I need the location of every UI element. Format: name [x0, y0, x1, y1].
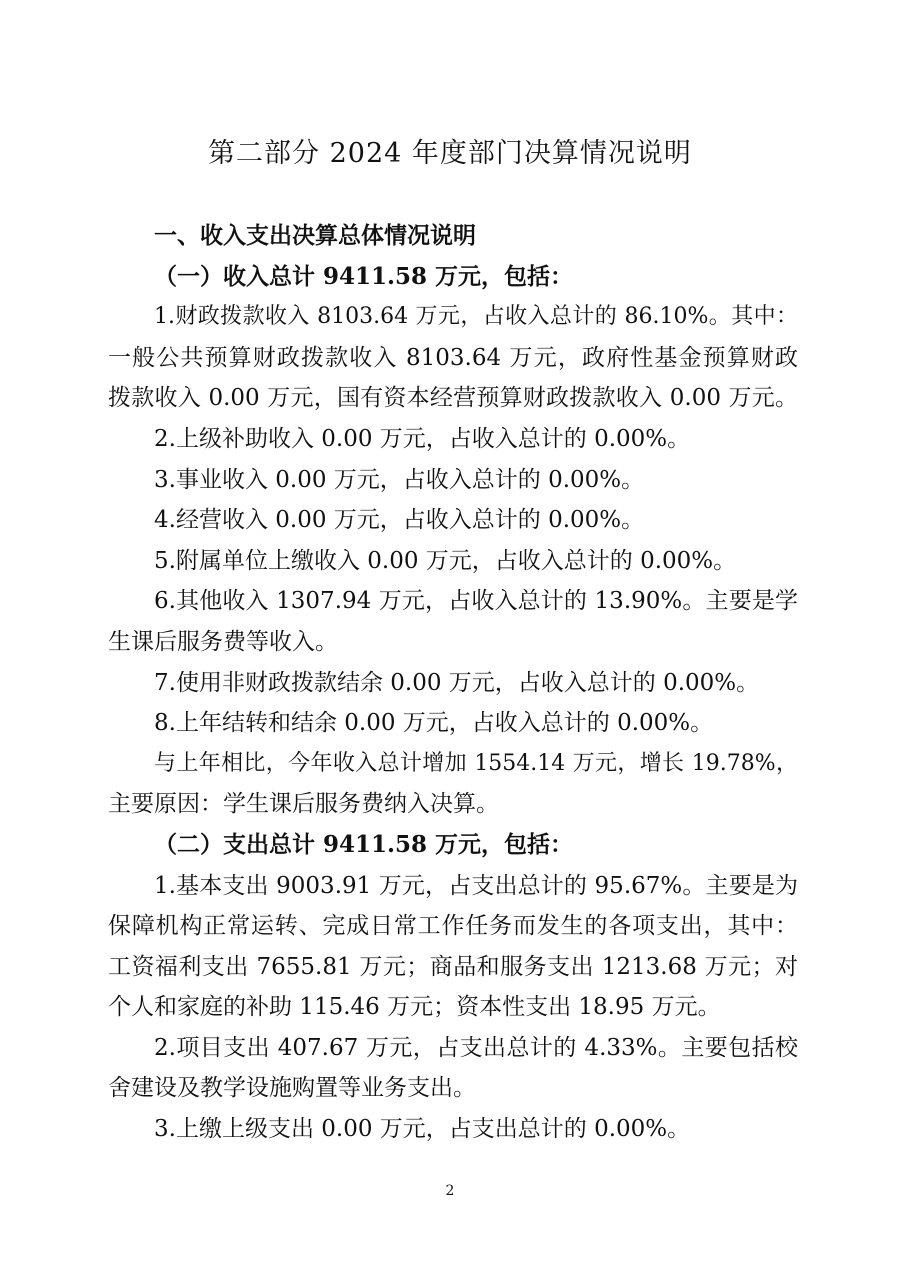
income-item-8: 8.上年结转和结余 0.00 万元，占收入总计的 0.00%。	[154, 710, 714, 737]
income-item-6-line-2: 生课后服务费等收入。	[108, 628, 338, 655]
income-comparison-line-2: 主要原因：学生课后服务费纳入决算。	[108, 791, 499, 818]
income-item-2: 2.上级补助收入 0.00 万元，占收入总计的 0.00%。	[154, 425, 691, 452]
expense-item-1-line-4: 个人和家庭的补助 115.46 万元；资本性支出 18.95 万元。	[108, 994, 721, 1021]
expense-item-1-line-1: 1.基本支出 9003.91 万元，占支出总计的 95.67%。主要是为	[154, 872, 798, 899]
page-number: 2	[445, 1183, 455, 1199]
income-item-1-line-2: 一般公共预算财政拨款收入 8103.64 万元，政府性基金预算财政	[108, 344, 798, 371]
section-heading: 一、收入支出决算总体情况说明	[154, 223, 476, 249]
expense-item-3: 3.上缴上级支出 0.00 万元，占支出总计的 0.00%。	[154, 1116, 691, 1143]
income-item-7: 7.使用非财政拨款结余 0.00 万元，占收入总计的 0.00%。	[154, 669, 760, 696]
expense-item-2-line-2: 舍建设及教学设施购置等业务支出。	[108, 1075, 476, 1102]
income-comparison-line-1: 与上年相比，今年收入总计增加 1554.14 万元，增长 19.78%，	[154, 750, 798, 776]
income-item-6-line-1: 6.其他收入 1307.94 万元，占收入总计的 13.90%。主要是学	[154, 588, 798, 615]
income-item-4: 4.经营收入 0.00 万元，占收入总计的 0.00%。	[154, 507, 645, 534]
expense-heading: （二）支出总计 9411.58 万元，包括：	[154, 830, 574, 858]
income-item-5: 5.附属单位上缴收入 0.00 万元，占收入总计的 0.00%。	[154, 547, 737, 574]
expense-item-1-line-3: 工资福利支出 7655.81 万元；商品和服务支出 1213.68 万元；对	[108, 953, 798, 980]
expense-item-2-line-1: 2.项目支出 407.67 万元，占支出总计的 4.33%。主要包括校	[154, 1034, 798, 1061]
income-heading: （一）收入总计 9411.58 万元，包括：	[154, 262, 574, 290]
income-item-1-line-1: 1.财政拨款收入 8103.64 万元，占收入总计的 86.10%。其中：	[154, 304, 798, 330]
expense-item-1-line-2: 保障机构正常运转、完成日常工作任务而发生的各项支出，其中：	[108, 913, 798, 940]
income-item-1-line-3: 拨款收入 0.00 万元，国有资本经营预算财政拨款收入 0.00 万元。	[108, 385, 798, 412]
income-item-3: 3.事业收入 0.00 万元，占收入总计的 0.00%。	[154, 466, 645, 493]
document-body	[108, 216, 798, 1150]
page-title: 第二部分 2024 年度部门决算情况说明	[208, 138, 692, 169]
